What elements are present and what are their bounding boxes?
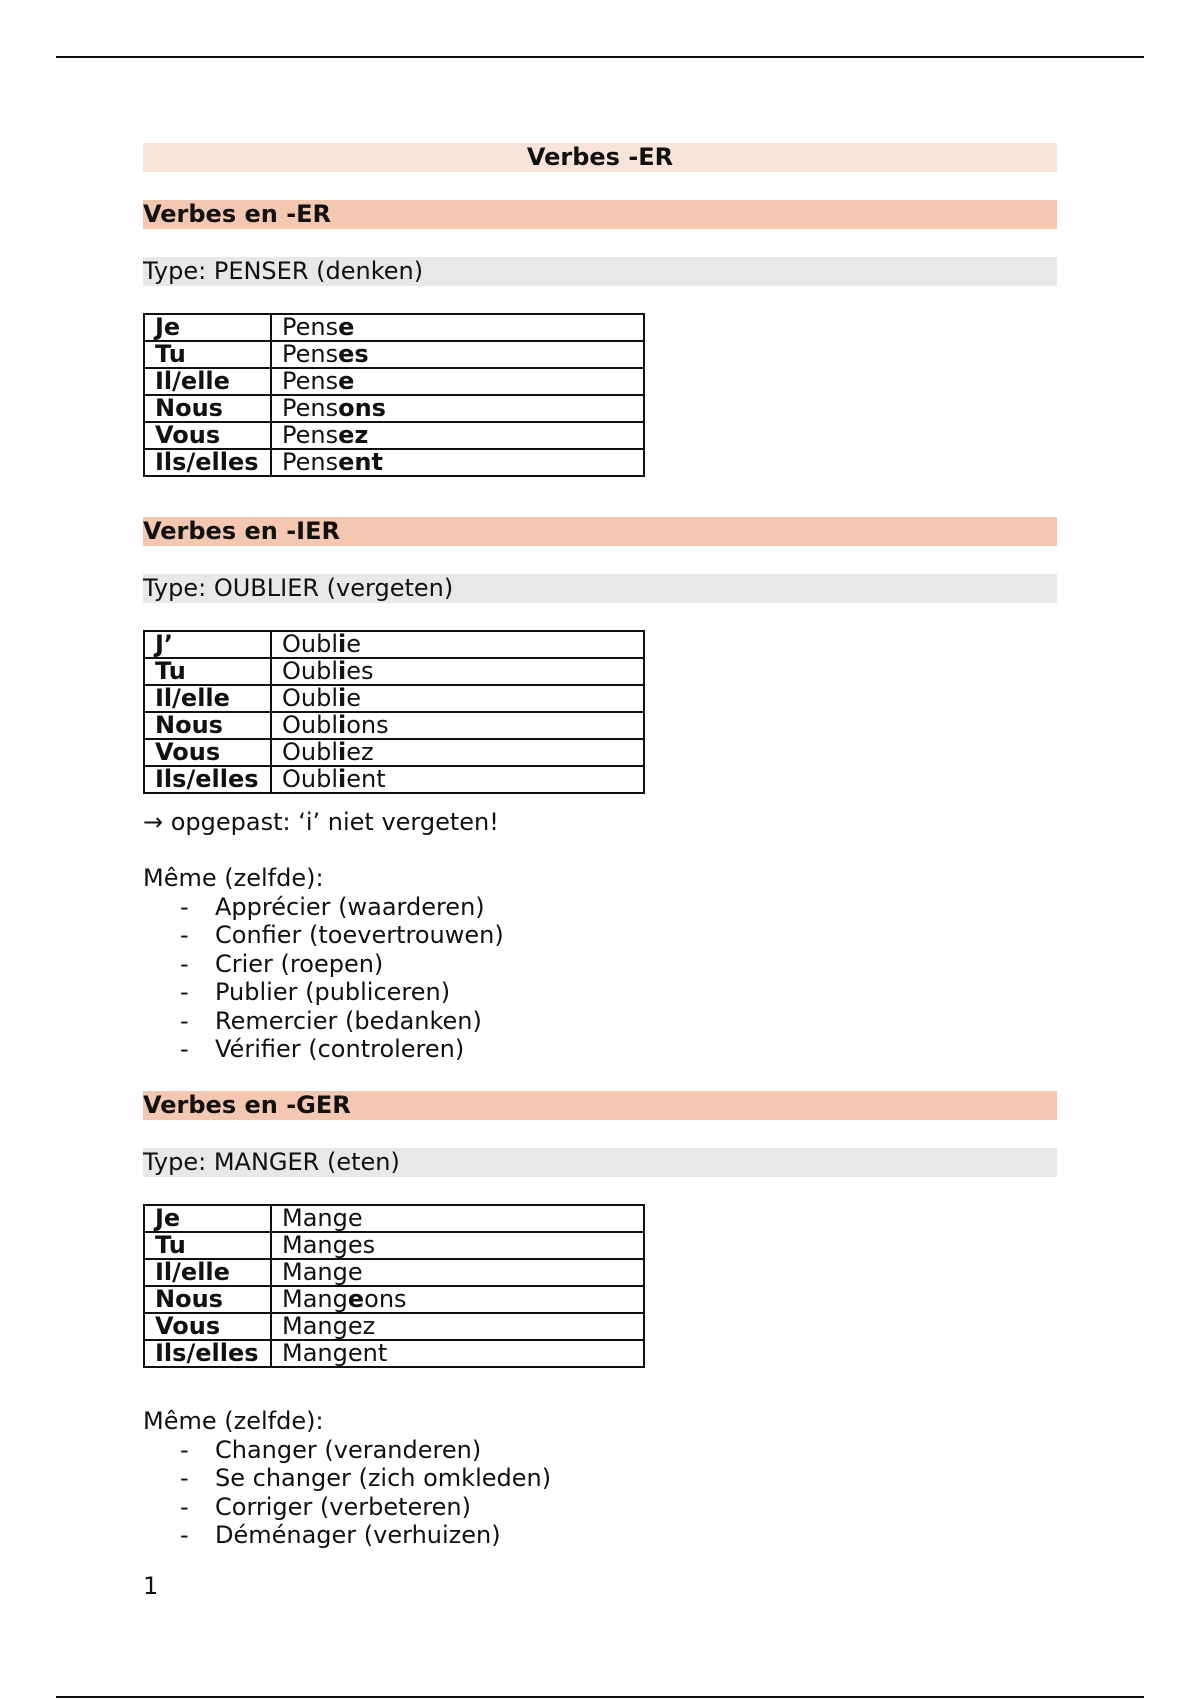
conjugation-table-oublier [143, 630, 645, 794]
verb-form-cell [271, 658, 644, 685]
verb-ending: es [338, 340, 369, 368]
verb-stem: Oubl [282, 738, 339, 766]
list-item [143, 1521, 551, 1549]
verb-stem: Pens [282, 448, 339, 476]
verb-stem: Mangez [282, 1312, 376, 1340]
same-verbs-list-ger [143, 1436, 551, 1550]
pronoun-cell: Nous [144, 1286, 271, 1313]
verb-form-cell [271, 685, 644, 712]
list-marker: - [180, 1492, 189, 1521]
table-row [144, 422, 644, 449]
table-row [144, 712, 644, 739]
list-item [143, 1436, 551, 1464]
verb-example: Confier (toevertrouwen) [215, 921, 504, 950]
list-item [143, 1493, 551, 1521]
same-label-ger: Même (zelfde): [143, 1407, 324, 1435]
note-i-warning: → opgepast: ‘i’ niet vergeten! [143, 808, 499, 836]
verb-ending: e [346, 630, 362, 658]
pronoun-cell: Je [144, 1205, 271, 1232]
verb-ending: e [346, 684, 362, 712]
table-row [144, 395, 644, 422]
verb-example: Crier (roepen) [215, 949, 384, 978]
verb-stem: Pens [282, 394, 339, 422]
table-row [144, 368, 644, 395]
verb-form-cell [271, 712, 644, 739]
verb-ending: ez [338, 421, 369, 449]
verb-form-cell [271, 314, 644, 341]
table-row [144, 685, 644, 712]
verb-ending: ons [346, 711, 389, 739]
verb-example: Changer (veranderen) [215, 1436, 482, 1464]
table-row [144, 449, 644, 476]
type-line-penser: Type: PENSER (denken) [143, 257, 1057, 286]
footer-rule [56, 1696, 1144, 1698]
same-label-ier: Même (zelfde): [143, 864, 324, 892]
table-row [144, 341, 644, 368]
pronoun-cell: Il/elle [144, 1259, 271, 1286]
verb-form-cell [271, 1286, 644, 1313]
pronoun-cell: Il/elle [144, 368, 271, 395]
verb-highlight: i [338, 765, 347, 793]
pronoun-cell: Tu [144, 1232, 271, 1259]
table-row [144, 314, 644, 341]
verb-form-cell [271, 1259, 644, 1286]
page-title: Verbes -ER [143, 143, 1057, 172]
list-item [143, 893, 504, 921]
pronoun-cell: Nous [144, 712, 271, 739]
conjugation-table-manger [143, 1204, 645, 1368]
verb-ending: e [338, 367, 355, 395]
verb-stem: Oubl [282, 765, 339, 793]
list-marker: - [180, 1464, 189, 1493]
verb-stem: Oubl [282, 711, 339, 739]
type-line-oublier: Type: OUBLIER (vergeten) [143, 574, 1057, 603]
verb-stem: Pens [282, 421, 339, 449]
verb-stem: Mange [282, 1258, 363, 1286]
table-row [144, 1340, 644, 1367]
verb-form-cell [271, 341, 644, 368]
list-marker: - [180, 949, 189, 978]
list-marker: - [180, 1034, 189, 1063]
section-heading-ier: Verbes en -IER [143, 517, 1057, 546]
list-item [143, 978, 504, 1006]
verb-example: Se changer (zich omkleden) [215, 1464, 552, 1493]
verb-form-cell [271, 395, 644, 422]
pronoun-cell: Ils/elles [144, 766, 271, 793]
verb-ending: ons [338, 394, 386, 422]
section-heading-er: Verbes en -ER [143, 200, 1057, 229]
pronoun-cell: Ils/elles [144, 449, 271, 476]
verb-stem: Pens [282, 313, 339, 341]
verb-stem: Pens [282, 340, 339, 368]
verb-stem: Mangent [282, 1339, 388, 1367]
list-marker: - [180, 921, 189, 950]
pronoun-cell: Ils/elles [144, 1340, 271, 1367]
table-row [144, 766, 644, 793]
list-marker: - [180, 978, 189, 1007]
list-marker: - [180, 1521, 189, 1550]
verb-form-cell [271, 1205, 644, 1232]
verb-stem: Mang [282, 1285, 348, 1313]
verb-example: Corriger (verbeteren) [215, 1492, 471, 1521]
verb-stem: Oubl [282, 657, 339, 685]
list-marker: - [180, 1436, 189, 1464]
list-item [143, 950, 504, 978]
verb-form-cell [271, 1340, 644, 1367]
verb-ending: ent [338, 448, 383, 476]
verb-form-cell [271, 631, 644, 658]
table-row [144, 1313, 644, 1340]
list-item [143, 1464, 551, 1492]
verb-form-cell [271, 1313, 644, 1340]
verb-example: Vérifier (controleren) [215, 1034, 465, 1063]
list-marker: - [180, 893, 189, 921]
verb-form-cell [271, 422, 644, 449]
verb-ending: es [346, 657, 374, 685]
verb-form-cell [271, 739, 644, 766]
page-number: 1 [143, 1572, 159, 1600]
pronoun-cell: Vous [144, 422, 271, 449]
verb-ending: ez [346, 738, 374, 766]
table-row [144, 739, 644, 766]
verb-form-cell [271, 368, 644, 395]
verb-example: Déménager (verhuizen) [215, 1521, 501, 1550]
verb-highlight: i [338, 738, 347, 766]
verb-ending: ent [346, 765, 386, 793]
pronoun-cell: Vous [144, 1313, 271, 1340]
header-rule [56, 56, 1144, 58]
verb-ending: ons [364, 1285, 407, 1313]
verb-highlight: i [338, 684, 347, 712]
verb-highlight: i [338, 657, 347, 685]
table-row [144, 658, 644, 685]
verb-form-cell [271, 766, 644, 793]
same-verbs-list-ier [143, 893, 504, 1063]
table-row [144, 1259, 644, 1286]
table-row [144, 1286, 644, 1313]
conjugation-table-penser [143, 313, 645, 477]
table-row [144, 1232, 644, 1259]
verb-stem: Manges [282, 1231, 376, 1259]
pronoun-cell: J’ [144, 631, 271, 658]
list-item [143, 1007, 504, 1035]
pronoun-cell: Vous [144, 739, 271, 766]
pronoun-cell: Tu [144, 658, 271, 685]
verb-ending: e [338, 313, 355, 341]
table-row [144, 631, 644, 658]
verb-example: Publier (publiceren) [215, 978, 451, 1007]
pronoun-cell: Tu [144, 341, 271, 368]
pronoun-cell: Je [144, 314, 271, 341]
verb-stem: Mange [282, 1204, 363, 1232]
section-heading-ger: Verbes en -GER [143, 1091, 1057, 1120]
list-item [143, 921, 504, 949]
verb-stem: Oubl [282, 630, 339, 658]
verb-highlight: i [338, 630, 347, 658]
list-marker: - [180, 1006, 189, 1035]
verb-highlight: i [338, 711, 347, 739]
table-row [144, 1205, 644, 1232]
type-line-manger: Type: MANGER (eten) [143, 1148, 1057, 1177]
verb-example: Remercier (bedanken) [215, 1006, 482, 1035]
verb-stem: Oubl [282, 684, 339, 712]
verb-stem: Pens [282, 367, 339, 395]
pronoun-cell: Nous [144, 395, 271, 422]
verb-form-cell [271, 449, 644, 476]
list-item [143, 1035, 504, 1063]
verb-form-cell [271, 1232, 644, 1259]
verb-example: Apprécier (waarderen) [215, 893, 485, 921]
verb-highlight: e [347, 1285, 365, 1313]
pronoun-cell: Il/elle [144, 685, 271, 712]
